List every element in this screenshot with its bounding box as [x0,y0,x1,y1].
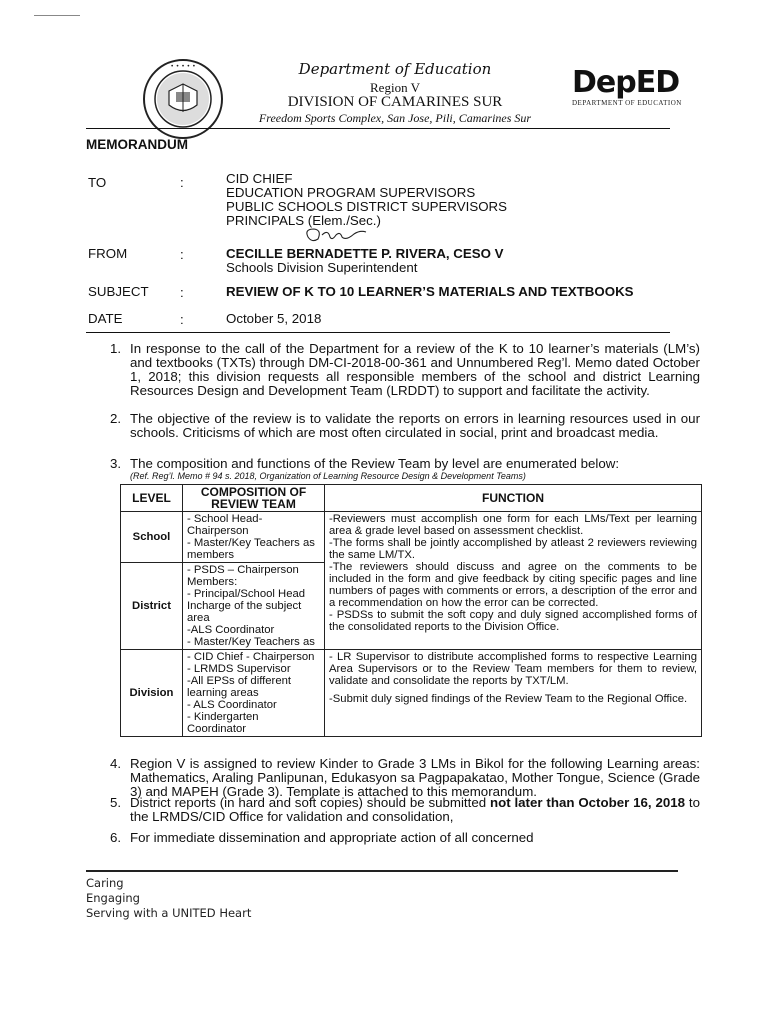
paragraph-number: 5. [110,795,122,810]
paragraph-6 [86,831,700,845]
table-row-division [121,650,702,737]
footer-line: Caring [86,876,124,890]
paragraph-number: 4. [110,756,122,771]
paragraph-2 [86,412,700,440]
division-address: Freedom Sports Complex, San Jose, Pili, Camarines Sur [258,111,532,125]
memo-title: MEMORANDUM [86,137,188,152]
date-colon: : [180,312,184,327]
from-block [226,247,504,275]
footer-line: Engaging [86,891,140,905]
paragraph-number: 2. [110,411,122,426]
header-function: FUNCTION [325,485,702,512]
composition-division [183,650,325,737]
paragraph-4 [86,757,700,799]
footer-line: Serving with a UNITED Heart [86,906,252,920]
division-name: DIVISION OF CAMARINES SUR [287,94,503,110]
composition-line: -ALS Coordinator [187,624,275,636]
from-title: Schools Division Superintendent [226,260,418,275]
logo-word: DepED [572,65,680,100]
footer-rule [86,870,678,872]
level-division: Division [121,650,183,737]
composition-line: - ALS Coordinator [187,699,277,711]
function-school-district [325,512,702,650]
paragraph-5-end: to the LRMDS/CID Office for validation and consolidation, [130,795,700,824]
region-name: Region V [370,80,420,95]
paragraph-text: Region V is assigned to review Kinder to Grade 3 LMs in Bikol for the following Learning areas: Mathematics, Araling Panlipunan, Edukasyon sa Pagpapakatao, Mother Tongue, Science (Grade 3) and MAPEH (Grade 3). Template is attached to this memorandum. [130,756,700,799]
paragraph-5-start: District reports (in hard and soft copies) should be submitted [130,795,490,810]
paragraph-text: In response to the call of the Department for a review of the K to 10 learner’s materials (LM’s) and textbooks (TXTs) through DM-CI-2018-00-361 and Unnumbered Reg’l. Memo dated October 1, 2018; this division requests all responsible members of the school and district Learning Resources Design and Development Team (LRDDT) to support and facilitate the activity. [130,341,700,398]
paragraph-text: For immediate dissemination and appropriate action of all concerned [130,830,534,845]
table-row-school [121,512,702,563]
function-line: - LR Supervisor to distribute accomplished forms to respective Learning Area Supervisors or to the Review Team members for them to review, validate and consolidate the reports by TXT/LM. [329,651,697,687]
reference-note: (Ref. Reg’l. Memo # 94 s. 2018, Organization of Learning Resource Design & Development Teams) [130,471,526,481]
function-line: -The forms shall be jointly accomplished by atleast 2 reviewers reviewing the same LM/TX. [329,537,697,561]
to-label: TO [88,175,107,190]
composition-line: - LRMDS Supervisor [187,663,291,675]
paragraph-5 [86,796,700,824]
review-team-table [120,484,702,737]
header-rule [86,128,670,129]
paragraph-text: The objective of the review is to validate the reports on errors in learning resources used in our schools. Criticisms of which are most often circulated in social, print and broadcast media. [130,411,700,440]
paragraph-number: 6. [110,830,122,845]
memo-rule [86,332,670,333]
level-district: District [121,563,183,650]
paragraph-number: 3. [110,456,122,471]
table-header-row [121,485,702,512]
recipient-line: CID CHIEF [226,171,293,186]
date-value: October 5, 2018 [226,311,322,326]
composition-line: - CID Chief - Chairperson [187,651,315,663]
header-composition: COMPOSITION OF REVIEW TEAM [183,485,325,512]
paragraph-text: The composition and functions of the Review Team by level are enumerated below: [130,456,620,471]
function-line: -Submit duly signed findings of the Review Team to the Regional Office. [329,693,688,705]
paragraph-number: 1. [110,341,122,356]
subject-colon: : [180,285,184,300]
deped-logo [572,65,682,107]
composition-line: - PSDS – Chairperson [187,564,299,576]
footer-tagline [86,876,251,921]
signature-mark [302,225,370,245]
to-recipients [226,172,507,228]
to-colon: : [180,175,184,190]
header-level: LEVEL [121,485,183,512]
recipient-line: PRINCIPALS (Elem./Sec.) [226,213,381,228]
composition-line: - Kindergarten Coordinator [187,711,259,735]
corner-mark [34,15,80,16]
logo-subtext: DEPARTMENT OF EDUCATION [572,99,682,107]
function-line: -Reviewers must accomplish one form for each LMs/Text per learning area & grade level based on assessment checklist. [329,513,697,537]
recipient-line: PUBLIC SCHOOLS DISTRICT SUPERVISORS [226,199,508,214]
function-line: -The reviewers should discuss and agree on the comments to be included in the form and give feedback by citing specific pages and line numbers of pages with comments or errors, a description of the error and a recommendation on how the error can be corrected. [329,561,697,609]
department-name: Department of Education [298,60,492,78]
level-school: School [121,512,183,563]
paragraph-text [130,796,700,824]
subject-label: SUBJECT [88,284,149,299]
function-line: - PSDSs to submit the soft copy and duly signed accomplished forms of the consolidated reports to the Division Office. [329,609,697,633]
from-colon: : [180,247,184,262]
recipient-line: EDUCATION PROGRAM SUPERVISORS [226,185,476,200]
from-label: FROM [88,246,128,261]
seal-lettering: • • • • • [170,63,196,70]
date-label: DATE [88,311,123,326]
paragraph-1 [86,342,700,398]
composition-school [183,512,325,563]
composition-line: Members: [187,576,238,588]
paragraph-5-deadline: not later than October 16, 2018 [489,795,686,810]
composition-line: -All EPSs of different learning areas [187,675,292,699]
composition-district [183,563,325,650]
composition-line: - School Head- Chairperson [187,513,263,537]
paragraph-3 [86,457,700,471]
function-division [325,650,702,737]
subject-text: REVIEW OF K TO 10 LEARNER’S MATERIALS AND TEXTBOOKS [226,284,634,299]
from-name: CECILLE BERNADETTE P. RIVERA, CESO V [226,246,504,261]
composition-line: - Principal/School Head Incharge of the subject area [187,588,306,624]
composition-line: - Master/Key Teachers as [187,636,315,648]
composition-line: - Master/Key Teachers as members [187,537,315,561]
